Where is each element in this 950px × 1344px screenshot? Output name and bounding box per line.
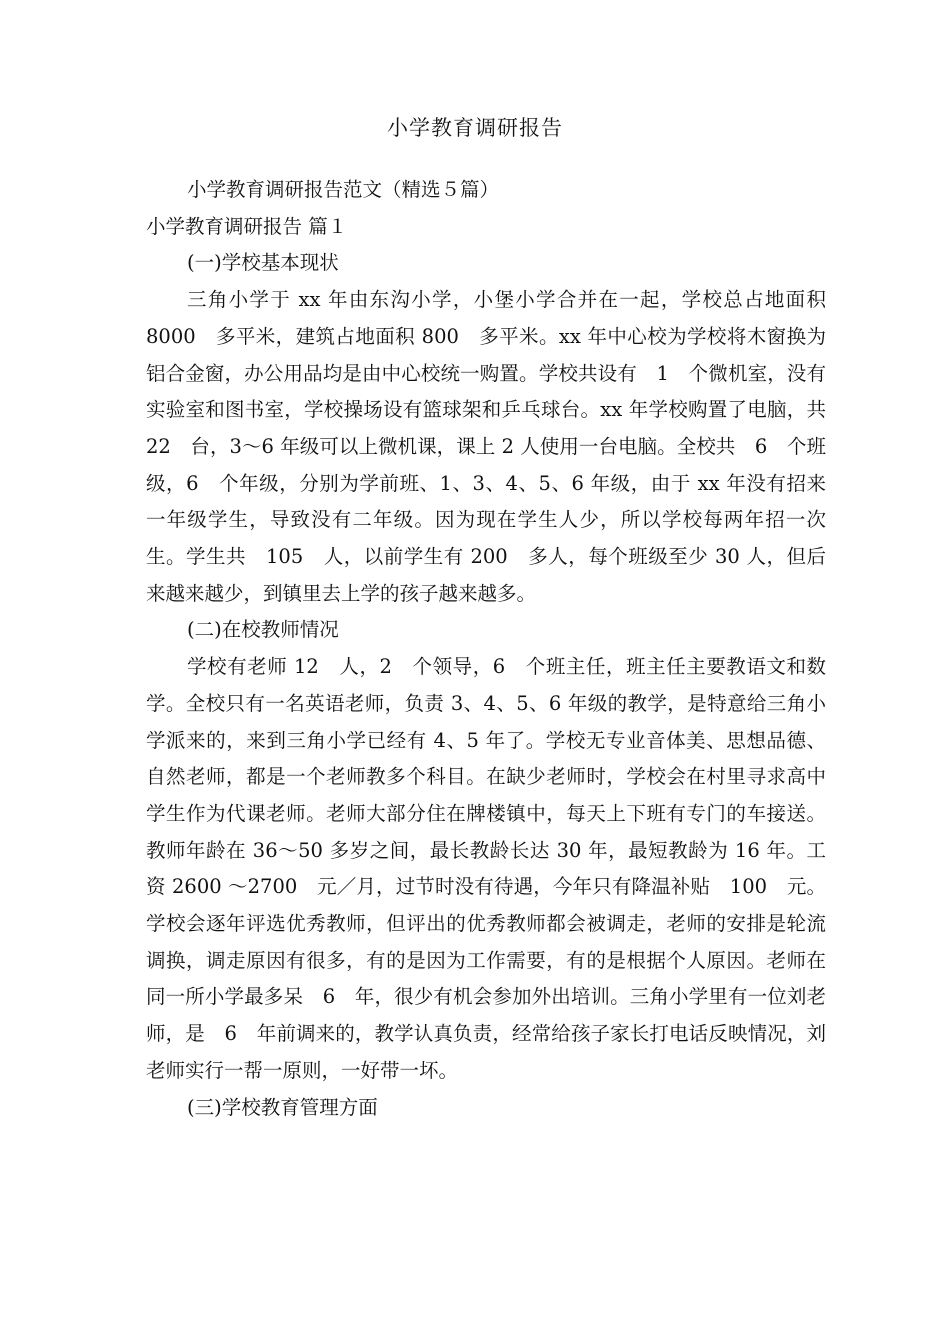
subsection-heading-3: (三)学校教育管理方面 (187, 1095, 378, 1119)
document-subtitle: 小学教育调研报告范文（精选５篇） (187, 178, 500, 201)
document-title: 小学教育调研报告 (387, 116, 563, 140)
subsection-heading-2: (二)在校教师情况 (187, 618, 339, 642)
section-heading: 小学教育调研报告 篇１ (146, 214, 348, 238)
document-body (146, 172, 826, 1126)
subsection-heading-1: (一)学校基本现状 (187, 251, 339, 275)
paragraph-1: 三角小学于 xx 年由东沟小学，小堡小学合并在一起，学校总占地面积 8000 多平米，建筑占地面积 800 多平米。xx 年中心校为学校将木窗换为铝合金窗，办公用品均是由中心校统一购置。学校共设有 1 个微机室，没有实验室和图书室，学校操场设有篮球架和乒乓球台。xx 年学校购置了电脑，共 22 台，3～6 年级可以上微机课，课上 2 人使用一台电脑。全校共 6 个班级，6 个年级，分别为学前班、1、3、4、5、6 年级，由于 xx 年没有招来一年级学生，导致没有二年级。因为现在学生人少，所以学校每两年招一次生。学生共 105 人，以前学生有 200 多人，每个班级至少 30 人，但后来越来越少，到镇里去上学的孩子越来越多。 (146, 288, 826, 605)
paragraph-2: 学校有老师 12 人，2 个领导，6 个班主任，班主任主要教语文和数学。全校只有一名英语老师，负责 3、4、5、6 年级的教学，是特意给三角小学派来的，来到三角小学已经有 4、5 年了。学校无专业音体美、思想品德、自然老师，都是一个老师教多个科目。在缺少老师时，学校会在村里寻求高中学生作为代课老师。老师大部分住在牌楼镇中，每天上下班有专门的车接送。教师年龄在 36～50 多岁之间，最长教龄长达 30 年，最短教龄为 16 年。工资 2600 ～2700 元／月，过节时没有待遇，今年只有降温补贴 100 元。学校会逐年评选优秀教师，但评出的优秀教师都会被调走，老师的安排是轮流调换，调走原因有很多，有的是因为工作需要，有的是根据个人原因。老师在同一所小学最多呆 6 年，很少有机会参加外出培训。三角小学里有一位刘老师，是 6 年前调来的，教学认真负责，经常给孩子家长打电话反映情况，刘老师实行一帮一原则，一好带一坏。 (146, 655, 826, 1082)
